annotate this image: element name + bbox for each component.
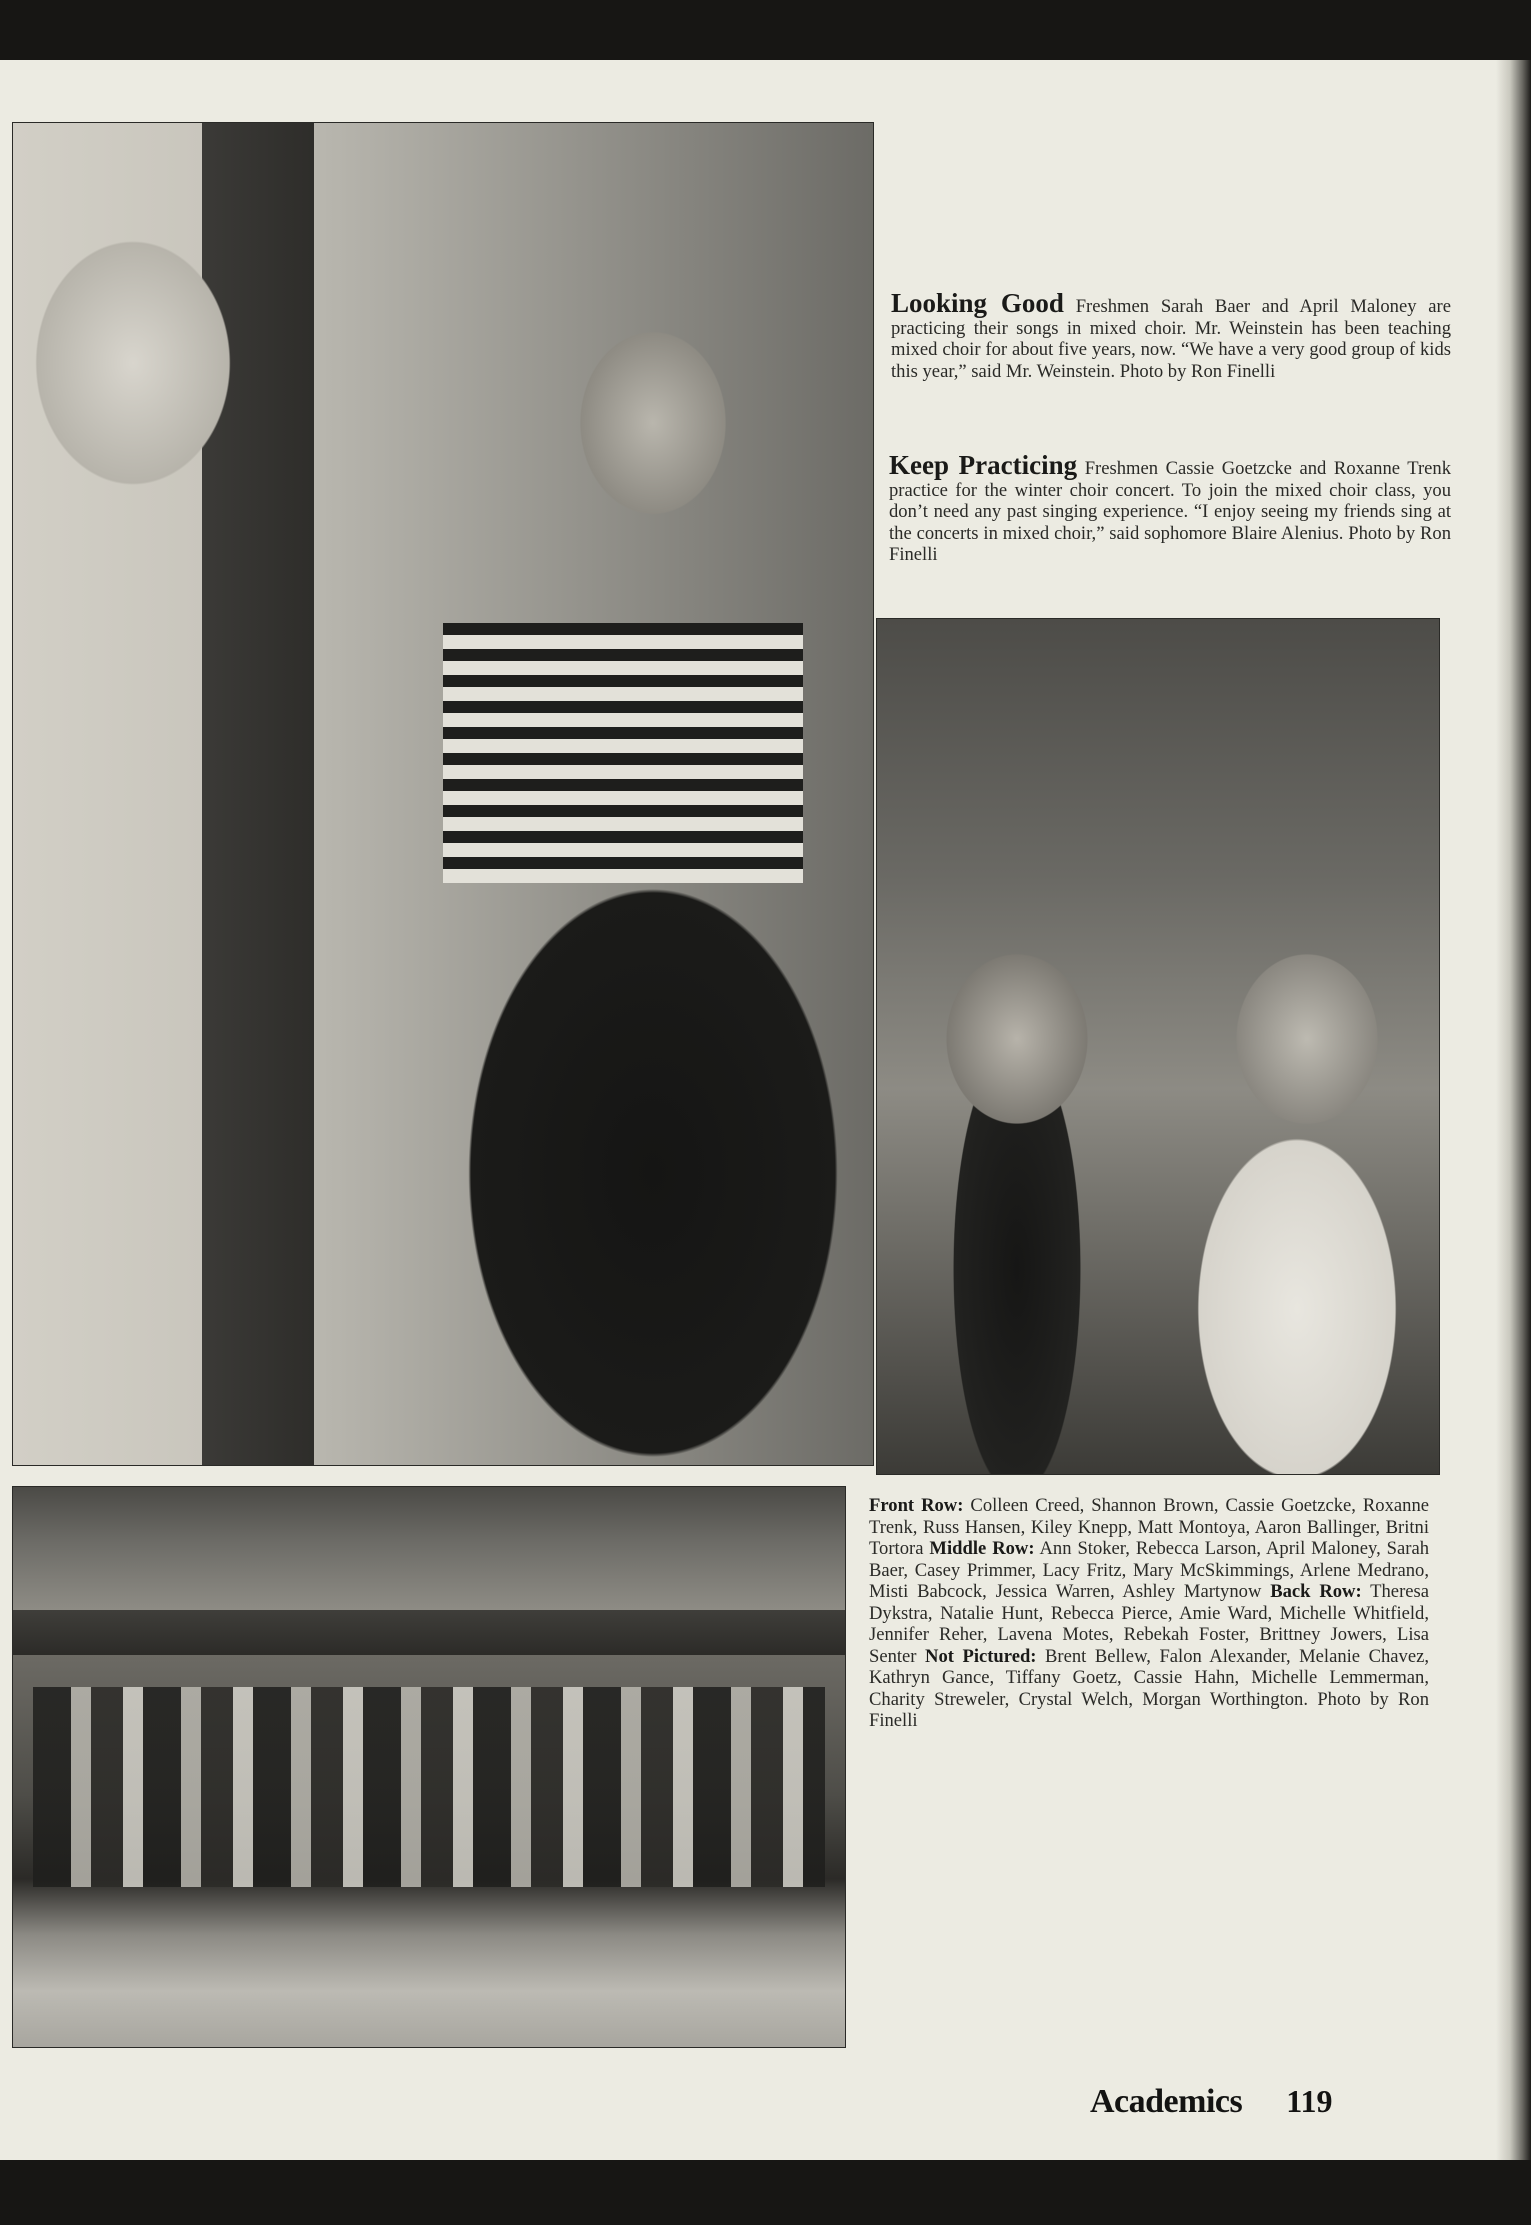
caption-title: Keep Practicing xyxy=(889,450,1078,480)
caption-group-roster xyxy=(869,1495,1429,1732)
middle-row-names: Ann Stoker, Rebecca Larson, April Maloney, Sarah Baer, Casey Primmer, Lacy Fritz, Mary McSkimmings, Arlene Medrano, Misti Babcock, Jessica Warren, Ashley Martynow xyxy=(869,1538,1430,1602)
group-figures xyxy=(33,1687,825,1887)
back-row-label: Back Row: xyxy=(1270,1581,1362,1602)
page-footer xyxy=(1090,2083,1390,2121)
photo-looking-good xyxy=(12,122,874,1466)
caption-body: Freshmen Cassie Goetzcke and Roxanne Trenk practice for the winter choir concert. To join the mixed choir class, you don’t need any past singing experience. “I enjoy seeing my friends sing at the concerts in mixed choir,” said sophomore Blaire Alenius. Photo by Ron Finelli xyxy=(889,458,1451,565)
page-spine xyxy=(1496,60,1531,2160)
photo-keep-practicing xyxy=(876,618,1440,1475)
caption-keep-practicing xyxy=(889,450,1451,566)
caption-looking-good xyxy=(891,288,1451,382)
section-name: Academics xyxy=(1090,2083,1243,2120)
front-row-label: Front Row: xyxy=(869,1495,964,1516)
middle-row-label: Middle Row: xyxy=(929,1538,1035,1559)
caption-body: Freshmen Sarah Baer and April Maloney are practicing their songs in mixed choir. Mr. Weinstein has been teaching mixed choir for about five years, now. “We have a very good group of kids this year,” said Mr. Weinstein. Photo by Ron Finelli xyxy=(891,296,1451,382)
photo-credit: Photo by Ron Finelli xyxy=(869,1688,1429,1731)
not-pictured-names: Brent Bellew, Falon Alexander, Melanie Chavez, Kathryn Gance, Tiffany Goetz, Cassie Hahn, Michelle Lemmerman, Charity Streweler, Crystal Welch, Morgan Worthington. xyxy=(869,1645,1429,1710)
back-row-names: Theresa Dykstra, Natalie Hunt, Rebecca Pierce, Amie Ward, Michelle Whitfield, Jennifer Reher, Lavena Motes, Rebekah Foster, Brittney Jowers, Lisa Senter xyxy=(869,1581,1429,1667)
photo-group xyxy=(12,1486,846,2048)
front-row-names: Colleen Creed, Shannon Brown, Cassie Goetzcke, Roxanne Trenk, Russ Hansen, Kiley Knepp, Matt Montoya, Aaron Ballinger, Britni Tortora xyxy=(869,1495,1429,1559)
caption-title: Looking Good xyxy=(891,288,1064,318)
page-number: 119 xyxy=(1286,2083,1333,2119)
not-pictured-label: Not Pictured: xyxy=(925,1645,1037,1667)
